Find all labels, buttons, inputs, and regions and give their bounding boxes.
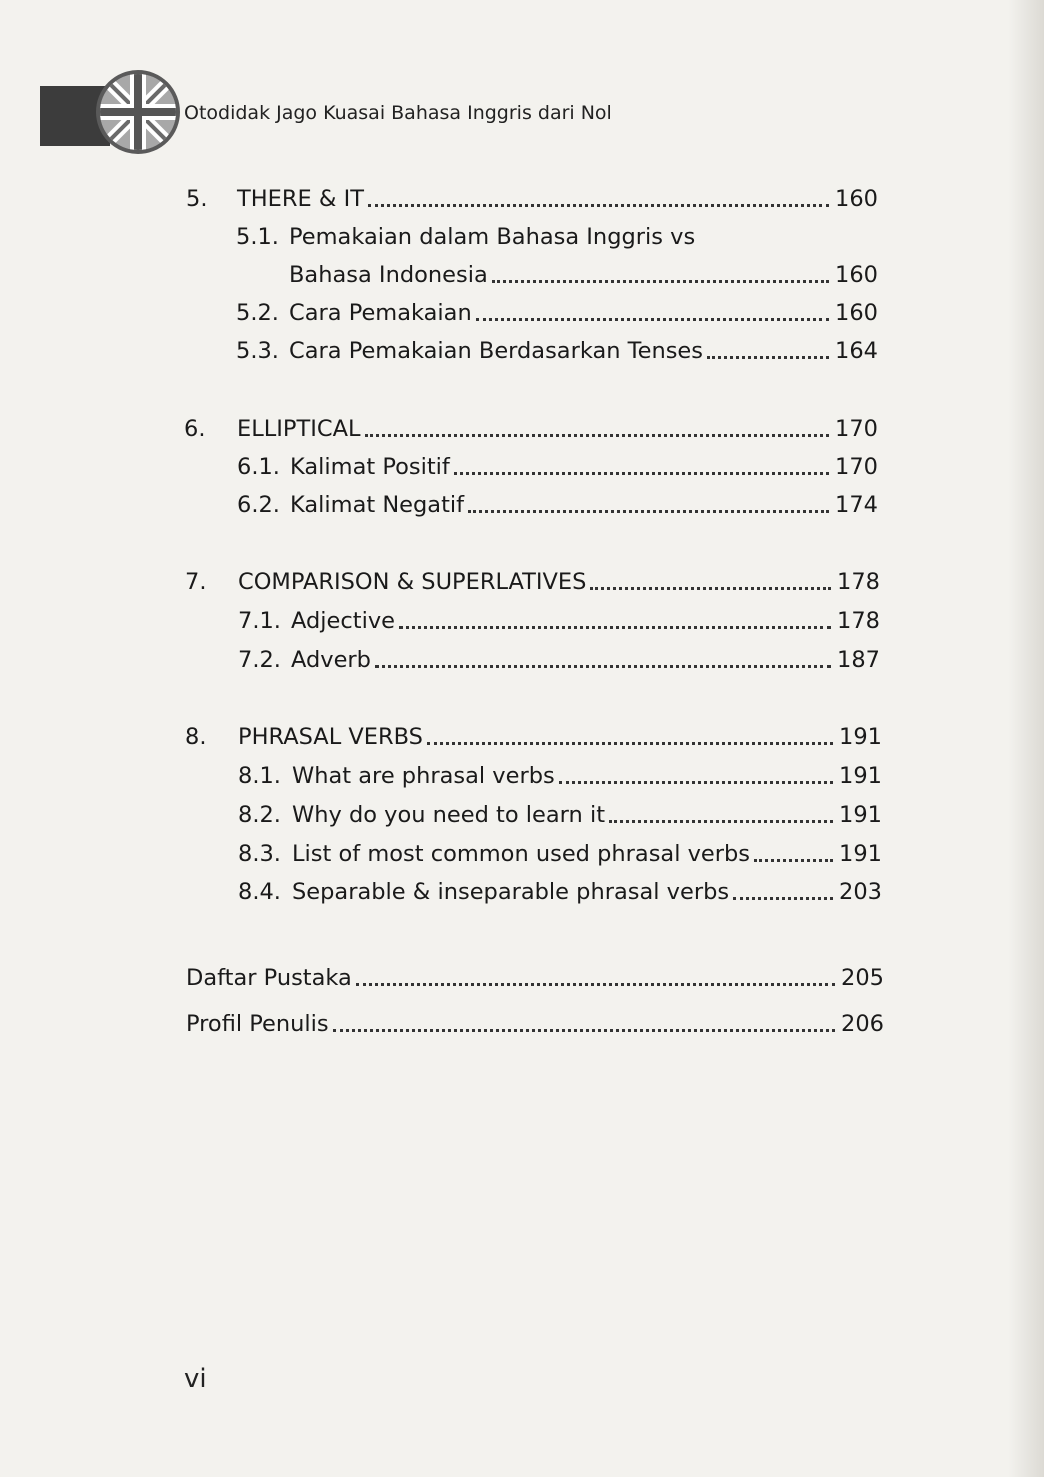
item-title-line1: Pemakaian dalam Bahasa Inggris vs [289, 224, 696, 250]
item-number: 6.1. [237, 454, 280, 480]
page-edge-shadow [1008, 0, 1044, 1477]
item-number: 6.2. [237, 492, 280, 518]
section-number: 5. [186, 186, 208, 212]
union-jack-logo-icon [96, 70, 180, 154]
toc-section-7[interactable] [185, 567, 880, 597]
page-number: 191 [839, 724, 882, 750]
item-number: 8.4. [238, 879, 281, 905]
page-number: 205 [841, 965, 884, 991]
item-number: 8.3. [238, 841, 281, 867]
dot-leader [365, 434, 830, 437]
item-title: Cara Pemakaian [289, 300, 472, 326]
toc-item-5-1[interactable] [289, 260, 878, 290]
item-title: Separable & inseparable phrasal verbs [292, 879, 730, 905]
section-title: THERE & IT [237, 186, 364, 212]
page-number: 170 [835, 416, 878, 442]
item-number: 5.2. [236, 300, 279, 326]
dot-leader [375, 665, 831, 668]
item-number: 7.2. [238, 647, 281, 673]
item-title: Bahasa Indonesia [289, 262, 488, 288]
item-number: 5.1. [236, 224, 279, 250]
page-number: 164 [835, 338, 878, 364]
entry-title: Daftar Pustaka [186, 965, 352, 991]
item-title: Adverb [291, 647, 371, 673]
item-number: 7.1. [238, 608, 281, 634]
page-number: 160 [835, 186, 878, 212]
page-number: 178 [837, 608, 880, 634]
toc-section-5[interactable] [186, 184, 878, 214]
toc-item-5-2[interactable] [236, 298, 878, 328]
dot-leader [333, 1029, 835, 1032]
item-title: Cara Pemakaian Berdasarkan Tenses [289, 338, 703, 364]
item-title: Why do you need to learn it [292, 802, 606, 828]
toc-item-7-1[interactable] [238, 606, 880, 636]
item-title: What are phrasal verbs [292, 763, 555, 789]
book-title: Otodidak Jago Kuasai Bahasa Inggris dari Nol [184, 102, 612, 124]
toc-item-8-1[interactable] [238, 761, 882, 791]
item-title: Kalimat Positif [290, 454, 450, 480]
page-number: 191 [839, 802, 882, 828]
page-number: 191 [839, 763, 882, 789]
page-number: 160 [835, 262, 878, 288]
dot-leader [468, 510, 829, 513]
dot-leader [754, 859, 833, 862]
section-number: 6. [184, 416, 206, 442]
footer-page-number: vi [184, 1364, 207, 1394]
page-number: 174 [835, 492, 878, 518]
item-title: Kalimat Negatif [290, 492, 465, 518]
toc-item-8-2[interactable] [238, 800, 882, 830]
section-number: 8. [185, 724, 207, 750]
item-title: Adjective [291, 608, 395, 634]
dot-leader [492, 280, 829, 283]
dot-leader [590, 587, 831, 590]
dot-leader [399, 626, 831, 629]
page-number: 203 [839, 879, 882, 905]
dot-leader [454, 472, 829, 475]
dot-leader [733, 897, 833, 900]
section-number: 7. [185, 569, 207, 595]
section-title: ELLIPTICAL [237, 416, 361, 442]
toc-item-8-4[interactable] [238, 877, 882, 907]
dot-leader [609, 820, 833, 823]
page-number: 187 [837, 647, 880, 673]
dot-leader [707, 356, 829, 359]
toc-section-8[interactable] [185, 722, 882, 752]
item-number: 8.1. [238, 763, 281, 789]
toc-section-6[interactable] [184, 414, 878, 444]
page-number: 160 [835, 300, 878, 326]
toc-item-8-3[interactable] [238, 839, 882, 869]
toc-item-6-2[interactable] [237, 490, 878, 520]
dot-leader [356, 983, 835, 986]
page-number: 206 [841, 1011, 884, 1037]
toc-item-7-2[interactable] [238, 645, 880, 675]
dot-leader [427, 742, 833, 745]
toc-profil-penulis[interactable] [186, 1009, 884, 1039]
page-number: 178 [837, 569, 880, 595]
item-number: 5.3. [236, 338, 279, 364]
toc-item-5-1-line1[interactable] [236, 222, 878, 252]
section-title: PHRASAL VERBS [238, 724, 423, 750]
dot-leader [559, 781, 833, 784]
section-title: COMPARISON & SUPERLATIVES [238, 569, 587, 595]
entry-title: Profil Penulis [186, 1011, 329, 1037]
toc-daftar-pustaka[interactable] [186, 963, 884, 993]
page-number: 170 [835, 454, 878, 480]
item-title: List of most common used phrasal verbs [292, 841, 751, 867]
dot-leader [476, 318, 829, 321]
page-number: 191 [839, 841, 882, 867]
item-number: 8.2. [238, 802, 281, 828]
toc-item-5-3[interactable] [236, 336, 878, 366]
dot-leader [368, 204, 829, 207]
toc-item-6-1[interactable] [237, 452, 878, 482]
